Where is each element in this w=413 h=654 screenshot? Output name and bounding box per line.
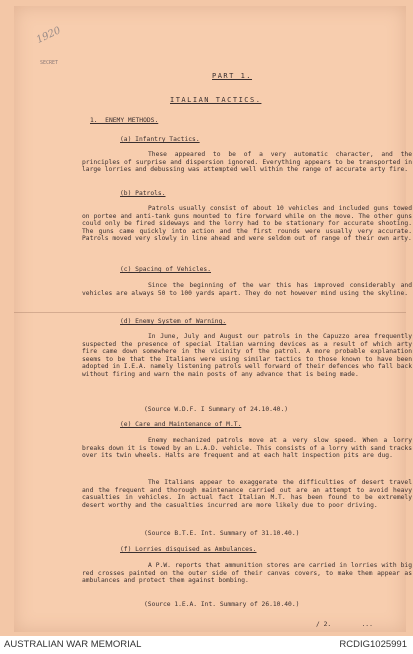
subsection-e-source: (Source B.T.E. Int. Summary of 31.10.40.): [144, 530, 300, 537]
subsection-c-text: Since the beginning of the war this has improved considerably and vehicles are always 50 to 100 yards apart. They do not however mind using the skyline.: [82, 282, 412, 297]
subsection-c-heading: (c) Spacing of Vehicles.: [120, 266, 211, 273]
subsection-b-heading: (b) Patrols.: [120, 190, 166, 197]
part-heading: PART 1.: [212, 72, 253, 80]
subsection-d-text: In June, July and August our patrols in the Capuzzo area frequently suspected the presence of special Italian warning devices as a result of which arty fire came down somewhere in the vicinity of the patrol. A more probable explanation seems to be that the Italians were using similar tactics to those known to have been adopted in I.E.A. namely listening patrols well forward of their defences who fall back without firing and warn the main posts of any advance that is being made.: [82, 333, 412, 378]
subsection-a-text: These appeared to be of a very automatic character, and the principles of surprise and dispersion ignored. Everything appears to be transported in large lorries and debussing was attempted well within the range of accurate arty fire.: [82, 151, 412, 174]
subsection-f-text: A P.W. reports that ammunition stores are carried in lorries with big red crosses painted on the outer side of their canvas covers, to make them appear as ambulances and protect them against bombing.: [82, 562, 412, 585]
archive-name: AUSTRALIAN WAR MEMORIAL: [4, 639, 142, 650]
security-stamp: SECRET: [40, 60, 59, 66]
subsection-b-text: Patrols usually consist of about 10 vehicles and included guns towed on portee and anti-tank guns mounted to fire forward while on the move. The other guns could only be fired sideways and the lorry had to be stationary for accurate shooting. The guns came quickly into action and the first rounds were usually very accurate. Patrols moved very slowly in line ahead and were seldom out of range of their own arty.: [82, 205, 412, 243]
subsection-d-source: (Source W.D.F. I Summary of 24.10.40.): [144, 406, 289, 413]
section-heading: 1. ENEMY METHODS.: [90, 117, 159, 124]
page-continuation: / 2. ...: [316, 621, 373, 628]
page-title: ITALIAN TACTICS.: [170, 96, 262, 104]
subsection-d-heading: (d) Enemy System of Warning.: [120, 318, 227, 325]
subsection-a-heading: (a) Infantry Tactics.: [120, 136, 200, 143]
record-id: RCDIG1025991: [339, 639, 407, 650]
subsection-f-source: (Source 1.E.A. Int. Summary of 26.10.40.): [144, 601, 300, 608]
subsection-e-text-1: Enemy mechanized patrols move at a very slow speed. When a lorry breaks down it is towed by an L.A.D. vehicle. This consists of a lorry with sand tracks over its twin wheels. Halts are frequent and at each halt inspection pits are dug.: [82, 437, 412, 460]
subsection-e-heading: (e) Care and Maintenance of M.T.: [120, 421, 242, 428]
subsection-e-text-2: The Italians appear to exaggerate the difficulties of desert travel and the frequent and thorough maintenance carried out are an attempt to avoid heavy casualties in vehicles. In actual fact Italian M.T. has been found to be extremely desert worthy and the casualties incurred are more likely due to poor driving.: [82, 479, 412, 509]
fold-line: [14, 312, 406, 313]
subsection-f-heading: (f) Lorries disguised as Ambulances.: [120, 546, 257, 553]
archive-footer: [0, 636, 413, 654]
pencil-annotation: 1920: [34, 25, 63, 46]
